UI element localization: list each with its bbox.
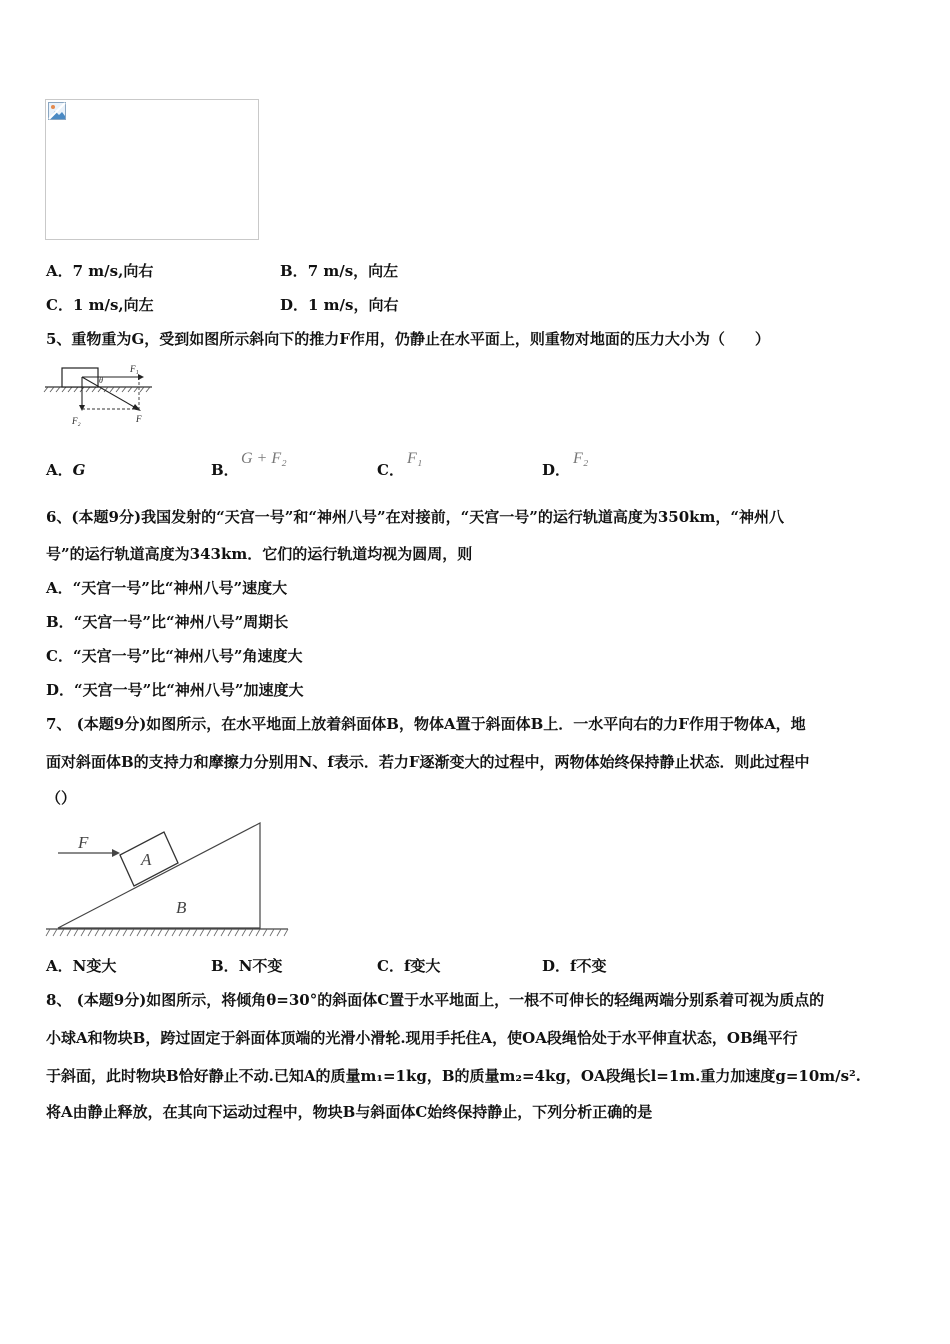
q8-stem-line1: 8、 (本题9分)如图所示，将倾角θ=30°的斜面体C置于水平地面上，一根不可伸长的轻绳两端分别系着可视为质点的 [46,991,825,1009]
q5-option-b-formula: G + F₂ [241,450,287,467]
q5-figure [42,362,160,430]
q6-option-b: B．“天宫一号”比“神州八号”周期长 [46,613,289,631]
q7-option-b: B．N不变 [211,957,283,975]
q5-option-d-letter: D． [542,461,571,479]
q6-option-a: A．“天宫一号”比“神州八号”速度大 [46,579,288,597]
q7-stem-line1: 7、 (本题9分)如图所示，在水平地面上放着斜面体B，物体A置于斜面体B上．一水平向右的力F作用于物体A，地 [46,715,806,733]
f-arrow [82,377,136,408]
q8-stem-line4: 将A由静止释放，在其向下运动过程中，物块B与斜面体C始终保持静止，下列分析正确的是 [46,1103,653,1121]
q7-figure [44,818,290,942]
q6-stem-line2: 号”的运行轨道高度为343km．它们的运行轨道均视为圆周，则 [46,545,473,563]
theta-label: θ [99,376,103,385]
q8-stem-line2: 小球A和物块B，跨过固定于斜面体顶端的光滑小滑轮.现用手托住A，使OA段绳恰处于水平伸直状态，OB绳平行 [46,1029,798,1047]
q7-stem-line2: 面对斜面体B的支持力和摩擦力分别用N、f表示．若力F逐渐变大的过程中，两物体始终保持静止状态．则此过程中 [46,753,810,771]
q5-option-c-formula: F₁ [407,450,423,467]
q7-option-d: D．f不变 [542,957,607,975]
q4-option-c: C．1 m/s,向左 [46,296,154,314]
f2-label: F₂ [72,416,81,426]
q7-option-c: C．f变大 [377,957,441,975]
q7-stem-line3: （） [46,789,77,807]
q6-option-d: D．“天宫一号”比“神州八号”加速度大 [46,681,304,699]
f1-label: F₁ [130,364,139,374]
ground-hatch [44,387,150,392]
q4-option-b: B．7 m/s，向左 [280,262,399,280]
q4-option-d: D．1 m/s，向右 [280,296,399,314]
f-label: F [136,414,142,424]
force-f-label: F [78,833,89,852]
q5-option-a: A．G [46,461,86,479]
q5-stem: 5、重物重为G，受到如图所示斜向下的推力F作用，仍静止在水平面上，则重物对地面的压力大小为（ ） [46,330,770,348]
block-a-label: A [141,850,152,869]
wedge-b-label: B [176,898,187,917]
q7-option-a: A．N变大 [46,957,117,975]
broken-image-placeholder [45,99,259,240]
q5-option-b-letter: B． [211,461,239,479]
q8-stem-line3: 于斜面，此时物块B恰好静止不动.已知A的质量m₁=1kg，B的质量m₂=4kg，OA段绳长l=1m.重力加速度g=10m/s². [46,1067,861,1085]
q6-option-c: C．“天宫一号”比“神州八号”角速度大 [46,647,303,665]
ground-hatch [46,929,288,936]
q6-stem-line1: 6、(本题9分)我国发射的“天宫一号”和“神州八号”在对接前，“天宫一号”的运行轨道高度为350km，“神州八 [46,508,785,526]
broken-image-icon [48,102,66,120]
q4-option-a: A．7 m/s,向右 [46,262,154,280]
q5-option-c-letter: C． [377,461,404,479]
q5-option-d-formula: F₂ [573,450,589,467]
